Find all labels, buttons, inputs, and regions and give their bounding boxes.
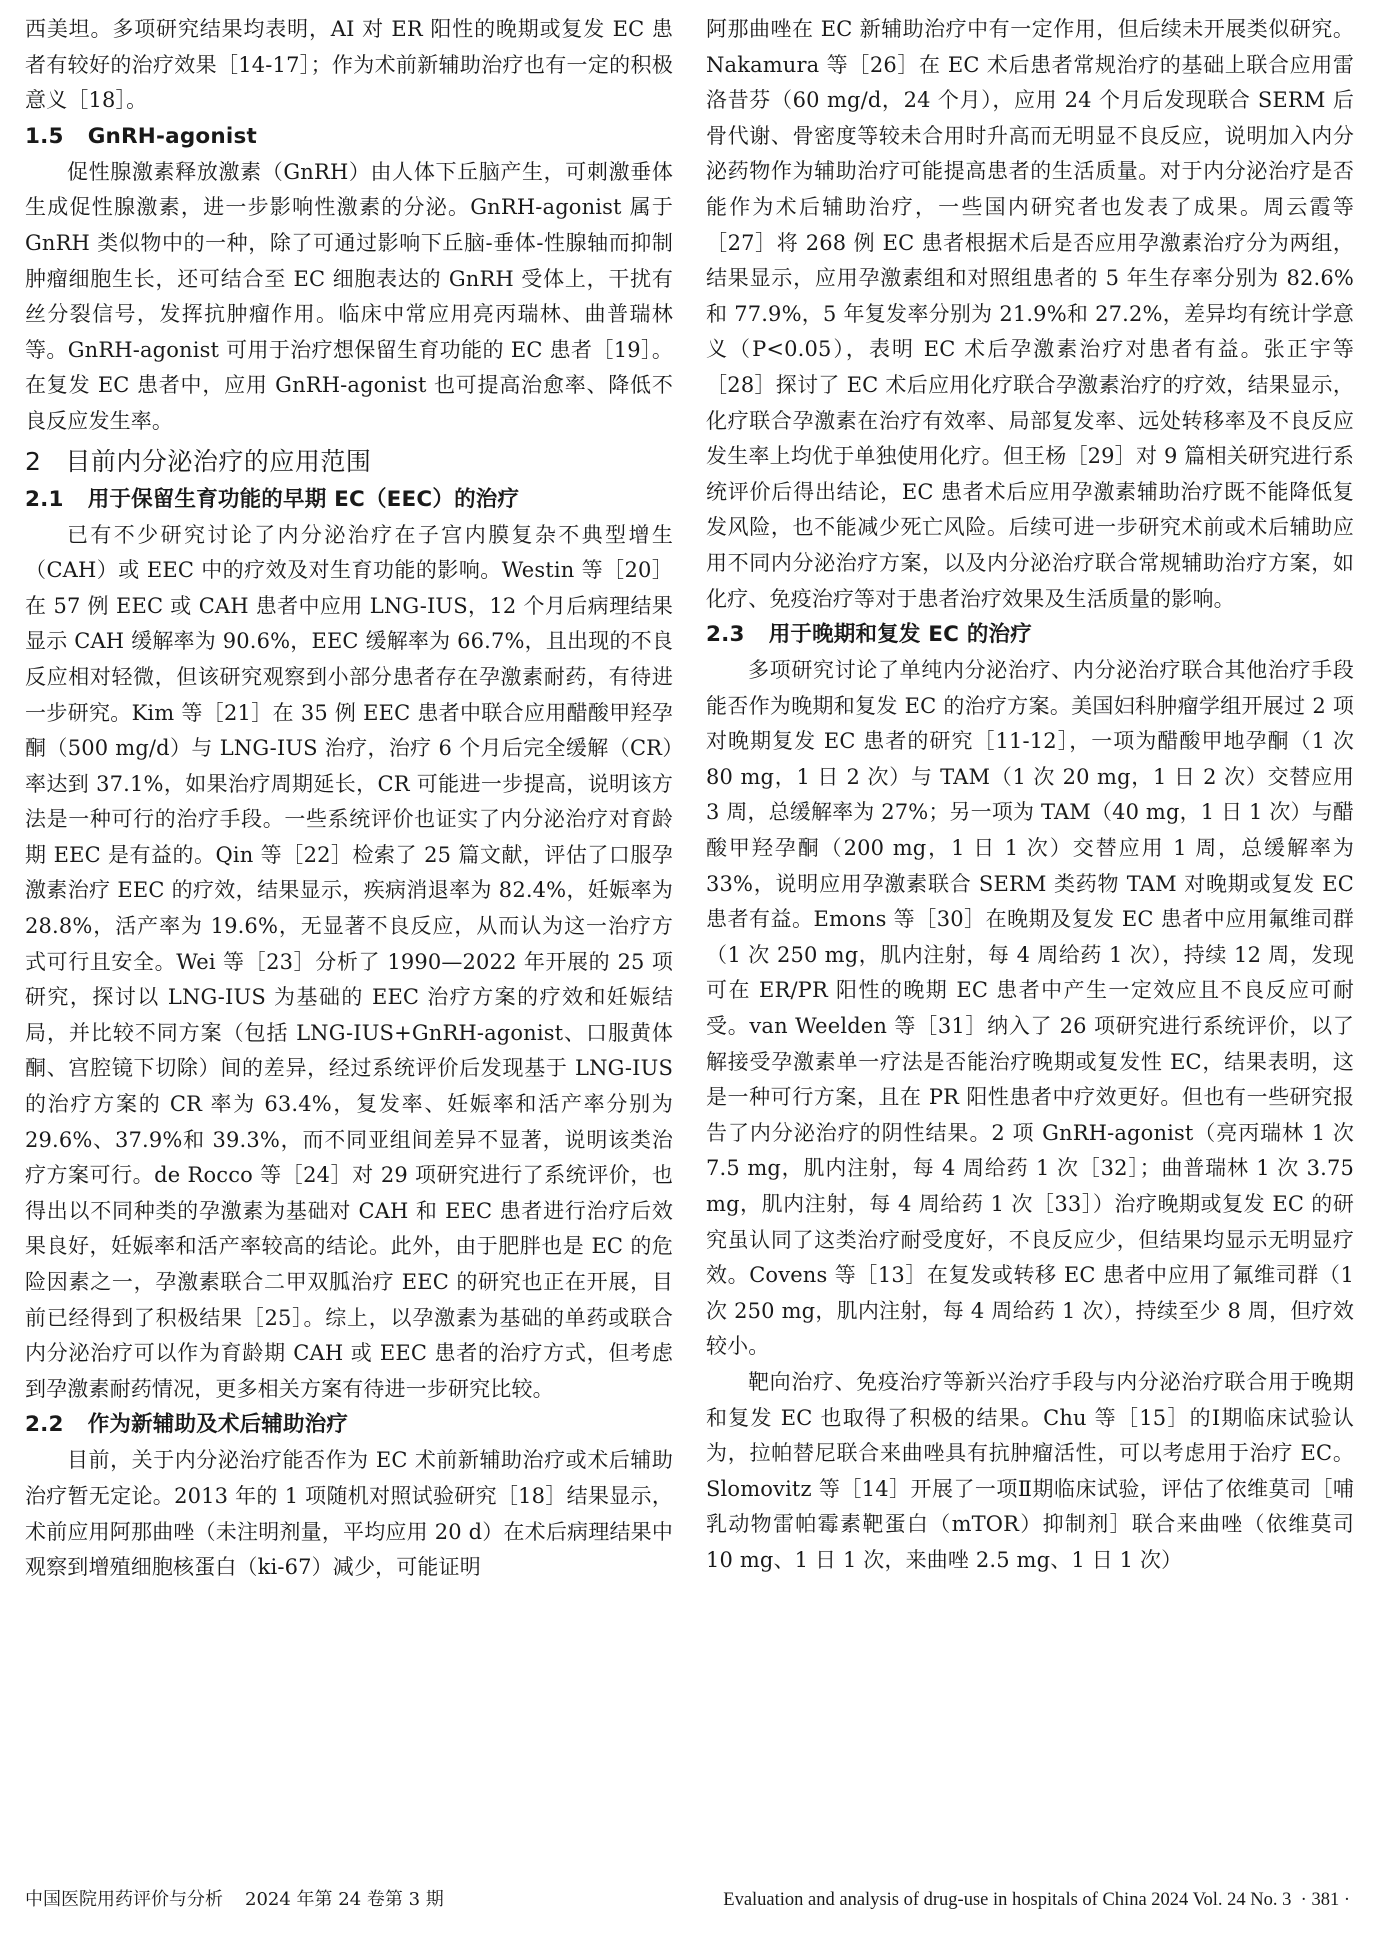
page-number: · 381 ·	[1300, 1890, 1350, 1910]
section-title: 目前内分泌治疗的应用范围	[65, 446, 372, 476]
section-title: GnRH-agonist	[87, 123, 257, 149]
issue-info-cn: 2024 年第 24 卷第 3 期	[245, 1889, 444, 1910]
section-number: 2.3	[706, 622, 745, 648]
paragraph: 多项研究讨论了单纯内分泌治疗、内分泌治疗联合其他治疗手段能否作为晚期和复发 EC 的治疗方案。美国妇科肿瘤学组开展过 2 项对晚期复发 EC 患者的研究［11-12］，一项为醋酸甲地孕酮（1 次 80 mg，1 日 2 次）与 TAM（1 次 20 mg，1 日 2 次）交替应用 3 周，总缓解率为 27%；另一项为 TAM（40 mg，1 日 1 次）与醋酸甲羟孕酮（200 mg，1 日 1 次）交替应用 1 周，总缓解率为 33%，说明应用孕激素联合 SERM 类药物 TAM 对晚期或复发 EC 患者有益。Emons 等［30］在晚期及复发 EC 患者中应用氟维司群（1 次 250 mg，肌内注射，每 4 周给药 1 次），持续 12 周，发现可在 ER/PR 阳性的晚期 EC 患者中产生一定效应且不良反应可耐受。van Weelden 等［31］纳入了 26 项研究进行系统评价，以了解接受孕激素单一疗法是否能治疗晚期或复发性 EC，结果表明，这是一种可行方案，且在 PR 阳性患者中疗效更好。但也有一些研究报告了内分泌治疗的阴性结果。2 项 GnRH-agonist（亮丙瑞林 1 次 7.5 mg，肌内注射，每 4 周给药 1 次［32］；曲普瑞林 1 次 3.75 mg，肌内注射，每 4 周给药 1 次［33］）治疗晚期或复发 EC 的研究虽认同了这类治疗耐受度好，不良反应少，但结果均显示无明显疗效。Covens 等［13］在复发或转移 EC 患者中应用了氟维司群（1 次 250 mg，肌内注射，每 4 周给药 1 次），持续至少 8 周，但疗效较小。	[706, 658, 1354, 1359]
paragraph: 阿那曲唑在 EC 新辅助治疗中有一定作用，但后续未开展类似研究。Nakamura 等［26］在 EC 术后患者常规治疗的基础上联合应用雷洛昔芬（60 mg/d，24 个月），应用 24 个月后发现联合 SERM 后骨代谢、骨密度等较未合用时升高而无明显不良反应，说明加入内分泌药物作为辅助治疗可能提高患者的生活质量。对于内分泌治疗是否能作为术后辅助治疗，一些国内研究者也发表了成果。周云霞等［27］将 268 例 EC 患者根据术后是否应用孕激素治疗分为两组，结果显示，应用孕激素组和对照组患者的 5 年生存率分别为 82.6%和 77.9%，5 年复发率分别为 21.9%和 27.2%，差异均有统计学意义（P<0.05），表明 EC 术后孕激素治疗对患者有益。张正宇等［28］探讨了 EC 术后应用化疗联合孕激素治疗的疗效，结果显示，化疗联合孕激素在治疗有效率、局部复发率、远处转移率及不良反应发生率上均优于单独使用化疗。但王杨［29］对 9 篇相关研究进行系统评价后得出结论，EC 患者术后应用孕激素辅助治疗既不能降低复发风险，也不能减少死亡风险。后续可进一步研究术前或术后辅助应用不同内分泌治疗方案，以及内分泌治疗联合常规辅助治疗方案，如化疗、免疫治疗等对于患者治疗效果及生活质量的影响。	[706, 17, 1354, 611]
paragraph: 促性腺激素释放激素（GnRH）由人体下丘脑产生，可刺激垂体生成促性腺激素，进一步影响性激素的分泌。GnRH-agonist 属于 GnRH 类似物中的一种，除了可通过影响下丘脑-垂体-性腺轴而抑制肿瘤细胞生长，还可结合至 EC 细胞表达的 GnRH 受体上，干扰有丝分裂信号，发挥抗肿瘤作用。临床中常应用亮丙瑞林、曲普瑞林等。GnRH-agonist 可用于治疗想保留生育功能的 EC 患者［19］。在复发 EC 患者中，应用 GnRH-agonist 也可提高治愈率、降低不良反应发生率。	[25, 159, 673, 433]
section-number: 2.2	[25, 1412, 64, 1438]
right-column	[706, 12, 1354, 1579]
section-number: 2	[25, 446, 42, 476]
section-heading-2-3	[706, 617, 1354, 653]
paragraph: 靶向治疗、免疫治疗等新兴治疗手段与内分泌治疗联合用于晚期和复发 EC 也取得了积极的结果。Chu 等［15］的Ⅰ期临床试验认为，拉帕替尼联合来曲唑具有抗肿瘤活性，可以考虑用于治疗 EC。Slomovitz 等［14］开展了一项Ⅱ期临床试验，评估了依维莫司［哺乳动物雷帕霉素靶蛋白（mTOR）抑制剂］联合来曲唑（依维莫司 10 mg、1 日 1 次，来曲唑 2.5 mg、1 日 1 次）	[706, 1369, 1354, 1572]
section-title: 用于晚期和复发 EC 的治疗	[768, 622, 1032, 648]
section-heading-2	[25, 442, 673, 482]
paragraph: 已有不少研究讨论了内分泌治疗在子宫内膜复杂不典型增生（CAH）或 EEC 中的疗效及对生育功能的影响。Westin 等［20］在 57 例 EEC 或 CAH 患者中应用 LNG-IUS，12 个月后病理结果显示 CAH 缓解率为 90.6%，EEC 缓解率为 66.7%，且出现的不良反应相对轻微，但该研究观察到小部分患者存在孕激素耐药，有待进一步研究。Kim 等［21］在 35 例 EEC 患者中联合应用醋酸甲羟孕酮（500 mg/d）与 LNG-IUS 治疗，治疗 6 个月后完全缓解（CR）率达到 37.1%，如果治疗周期延长，CR 可能进一步提高，说明该方法是一种可行的治疗手段。一些系统评价也证实了内分泌治疗对育龄期 EEC 是有益的。Qin 等［22］检索了 25 篇文献，评估了口服孕激素治疗 EEC 的疗效，结果显示，疾病消退率为 82.4%，妊娠率为 28.8%，活产率为 19.6%，无显著不良反应，从而认为这一治疗方式可行且安全。Wei 等［23］分析了 1990—2022 年开展的 25 项研究，探讨以 LNG-IUS 为基础的 EEC 治疗方案的疗效和妊娠结局，并比较不同方案（包括 LNG-IUS+GnRH-agonist、口服黄体酮、宫腔镜下切除）间的差异，经过系统评价后发现基于 LNG-IUS 的治疗方案的 CR 率为 63.4%，复发率、妊娠率和活产率分别为 29.6%、37.9%和 39.3%，而不同亚组间差异不显著，说明该类治疗方案可行。de Rocco 等［24］对 29 项研究进行了系统评价，也得出以不同种类的孕激素为基础对 CAH 和 EEC 患者进行治疗后效果良好，妊娠率和活产率较高的结论。此外，由于肥胖也是 EC 的危险因素之一，孕激素联合二甲双胍治疗 EEC 的研究也正在开展，目前已经得到了积极结果［25］。综上，以孕激素为基础的单药或联合内分泌治疗可以作为育龄期 CAH 或 EEC 患者的治疗方式，但考虑到孕激素耐药情况，更多相关方案有待进一步研究比较。	[25, 522, 673, 1401]
journal-name-cn: 中国医院用药评价与分析	[25, 1889, 223, 1910]
section-heading-2-2	[25, 1407, 673, 1443]
section-heading-1-5	[25, 119, 673, 155]
section-heading-2-1	[25, 482, 673, 518]
paragraph: 目前，关于内分泌治疗能否作为 EC 术前新辅助治疗或术后辅助治疗暂无定论。2013 年的 1 项随机对照试验研究［18］结果显示，术前应用阿那曲唑（未注明剂量，平均应用 20 d）在术后病理结果中观察到增殖细胞核蛋白（ki-67）减少，可能证明	[25, 1448, 673, 1580]
section-title: 用于保留生育功能的早期 EC（EEC）的治疗	[87, 486, 520, 512]
footer-journal-en	[723, 1888, 1350, 1912]
left-column	[25, 12, 673, 1586]
paragraph: 西美坦。多项研究结果均表明，AI 对 ER 阳性的晚期或复发 EC 患者有较好的治疗效果［14-17］；作为术前新辅助治疗也有一定的积极意义［18］。	[25, 17, 673, 113]
section-number: 1.5	[25, 123, 64, 149]
journal-name-en: Evaluation and analysis of drug-use in hospitals of China 2024 Vol. 24 No. 3	[723, 1890, 1292, 1910]
section-number: 2.1	[25, 486, 64, 512]
section-title: 作为新辅助及术后辅助治疗	[87, 1412, 349, 1438]
footer-journal-cn	[25, 1888, 444, 1912]
